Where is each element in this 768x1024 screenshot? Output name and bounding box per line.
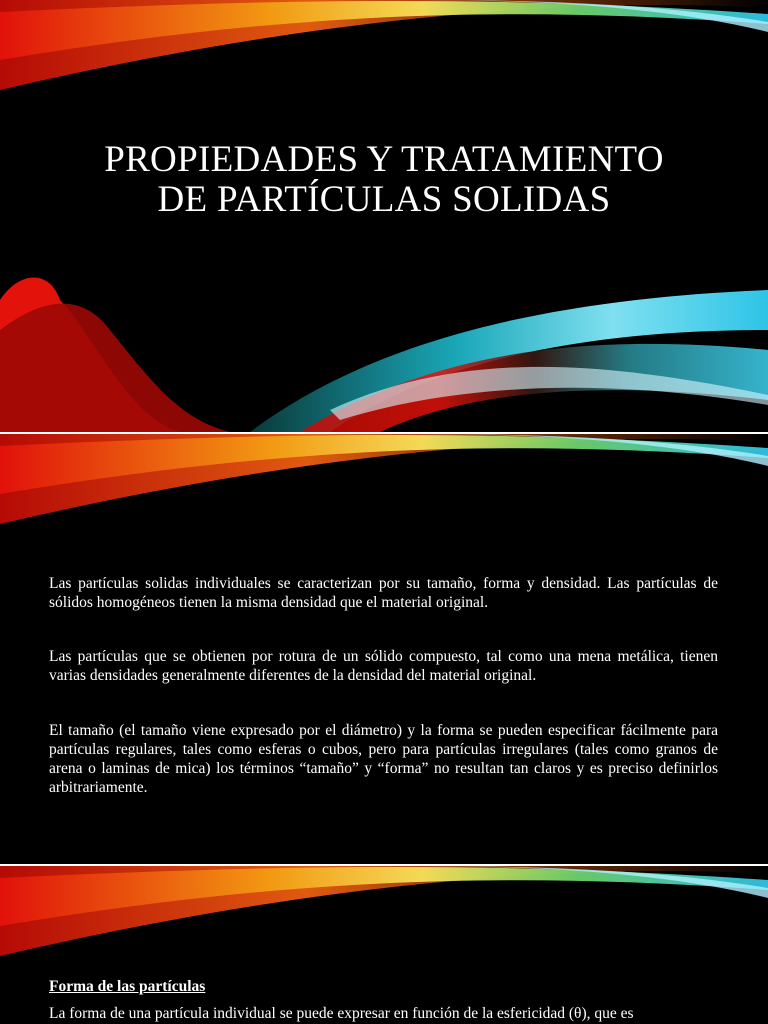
title-line-1: PROPIEDADES Y TRATAMIENTO (104, 139, 664, 180)
paragraph-2: Las partículas que se obtienen por rotura de un sólido compuesto, tal como una mena metálica, tienen varias densidades generalmente diferentes de la densidad del material original. (49, 648, 718, 684)
paragraph-3: El tamaño (el tamaño viene expresado por el diámetro) y la forma se pueden especificar fácilmente para partículas regulares, tales como esferas o cubos, pero para partículas irregulares (tales como granos de arena o laminas de mica) los términos “tamaño” y “forma” no resultan tan claros y es preciso definirlos arbitrariamente. (49, 722, 718, 796)
title-slide (0, 0, 768, 432)
content-slide-partial (0, 866, 768, 1024)
paragraph-1: Las partículas solidas individuales se caracterizan por su tamaño, forma y densidad. Las partículas de sólidos homogéneos tienen la misma densidad que el material original. (49, 575, 718, 611)
top-swoosh-decoration (0, 434, 768, 554)
section-heading: Forma de las partículas (49, 978, 206, 995)
slide-title (40, 140, 728, 220)
top-swoosh-decoration (0, 866, 768, 986)
paragraph-sphericity: La forma de una partícula individual se puede expresar en función de la esfericidad (θ), que es (49, 1005, 634, 1022)
content-slide (0, 434, 768, 864)
title-line-2: DE PARTÍCULAS SOLIDAS (157, 179, 611, 220)
